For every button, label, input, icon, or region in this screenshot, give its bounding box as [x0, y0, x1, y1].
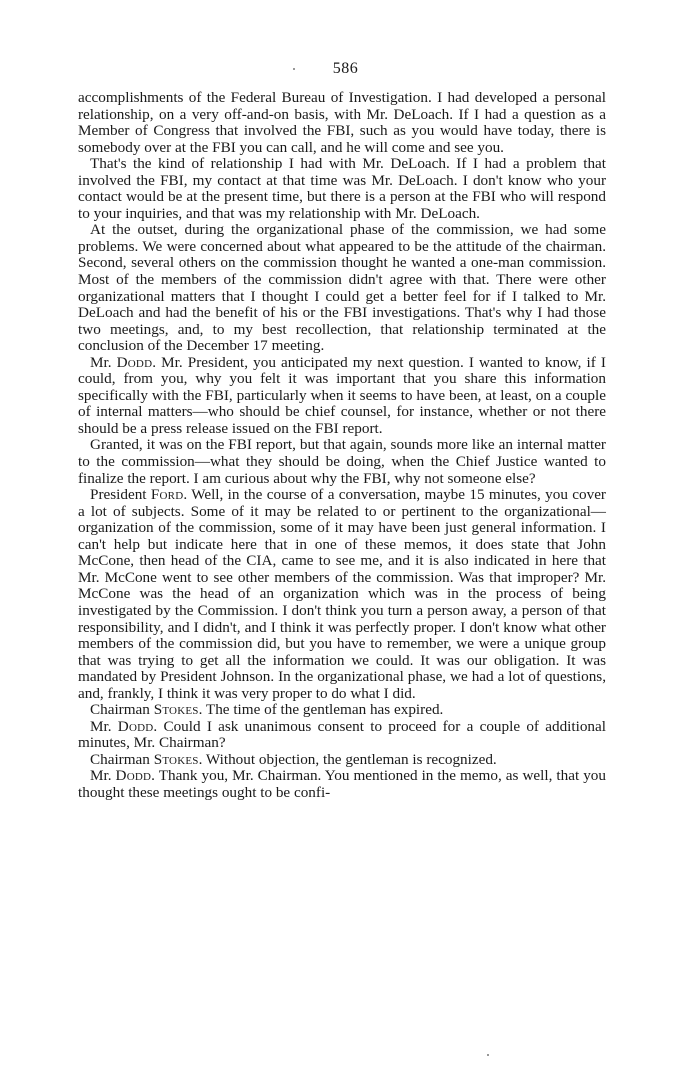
speaker-name: Dodd: [115, 767, 152, 785]
scan-speck: [293, 68, 295, 70]
paragraph-text: That's the kind of relationship I had with Mr. DeLoach. If I had a problem that involved the FBI, my contact at that time was Mr. DeLoach. I don't know who your contact would be at the present time, but there is a person at the FBI who will respond to your inquiries, and that was my relationship with Mr. DeLoach.: [78, 155, 606, 222]
speaker-prefix: Chairman: [90, 750, 154, 768]
paragraph-text: . Could I ask unanimous consent to proceed for a couple of additional minutes, Mr. Chairman?: [78, 717, 606, 752]
page-number: 586: [332, 60, 359, 77]
paragraph-text: . The time of the gentleman has expired.: [198, 701, 444, 719]
paragraph-stokes-expired: [78, 702, 606, 719]
speaker-name: Dodd: [117, 717, 154, 735]
paragraph-text: Granted, it was on the FBI report, but that again, sounds more like an internal matter to the commission—what they should be doing, when the Chief Justice wanted to finalize the report. I am curious about why the FBI, why not someone else?: [78, 436, 606, 487]
speaker-name: Dodd: [116, 353, 153, 371]
paragraph-dodd-question: [78, 355, 606, 438]
paragraph-text: accomplishments of the Federal Bureau of Investigation. I had developed a personal relationship, on a very off-and-on basis, with Mr. DeLoach. If I had a question as a Member of Congress that involved the FBI, such as you would have today, there is somebody over at the FBI you can call, and he will come and see you.: [78, 89, 606, 156]
scan-speck: [487, 1054, 489, 1056]
paragraph-ford-answer: [78, 487, 606, 702]
paragraph-text: At the outset, during the organizational phase of the commission, we had some problems. We were concerned about what appeared to be the attitude of the chairman. Second, several others on the commission thought he wanted a one-man commission. Most of the members of the commission didn't agree with that. There were other organizational matters that I thought I could get a better feel for if I talked to Mr. DeLoach and had the benefit of his or the FBI investigations. That's why I had those two meetings, and, to my best recollection, that relationship terminated at the conclusion of the December 17 meeting.: [78, 221, 606, 355]
paragraph-relationship: [78, 156, 606, 222]
speaker-prefix: President: [90, 486, 151, 504]
speaker-prefix: Mr.: [90, 353, 117, 371]
speaker-prefix: Chairman: [90, 701, 154, 719]
paragraph-text: . Well, in the course of a conversation, maybe 15 minutes, you cover a lot of subjects. Some of it may be related to or pertinent to the organizational—organization of the commission, some of it may have been just general information. I can't help but indicate here that in one of these memos, it does state that John McCone, then head of the CIA, came to see me, and it is also indicated in here that Mr. McCone went to see other members of the commission. Was that improper? Mr. McCone was the head of an organization which was in the process of being investigated by the Commission. I don't think you turn a person away, a person of that responsibility, and I didn't, and I think it was perfectly proper. I don't know what other members of the commission did, but you have to remember, we were a unique group that was trying to get all the information we could. It was our obligation. It was mandated by President Johnson. In the organizational phase, we had a lot of questions, and, frankly, I think it was very proper to do what I did.: [78, 486, 606, 702]
speaker-name: Stokes: [153, 701, 199, 719]
paragraph-text: . Mr. President, you anticipated my next question. I wanted to know, if I could, from you, why you felt it was important that you share this information specifically with the FBI, particularly when it seems to have been, at least, on a couple of internal matters—who should be chief counsel, for instance, whether or not there should be a press release issued on the FBI report.: [78, 353, 606, 437]
transcript-body: [78, 90, 606, 802]
paragraph-outset: [78, 222, 606, 354]
speaker-name: Stokes: [153, 750, 199, 768]
paragraph-dodd-consent: [78, 719, 606, 752]
paragraph-dodd-thanks: [78, 768, 606, 801]
paragraph-granted: [78, 437, 606, 487]
speaker-prefix: Mr.: [90, 717, 118, 735]
paragraph-text: . Thank you, Mr. Chairman. You mentioned in the memo, as well, that you thought these meetings ought to be confi-: [78, 767, 606, 801]
paragraph-text: . Without objection, the gentleman is recognized.: [198, 750, 497, 768]
paragraph-stokes-recognized: [78, 752, 606, 769]
speaker-name: Ford: [150, 486, 184, 504]
paragraph-continuation: [78, 90, 606, 156]
speaker-prefix: Mr.: [90, 767, 116, 785]
